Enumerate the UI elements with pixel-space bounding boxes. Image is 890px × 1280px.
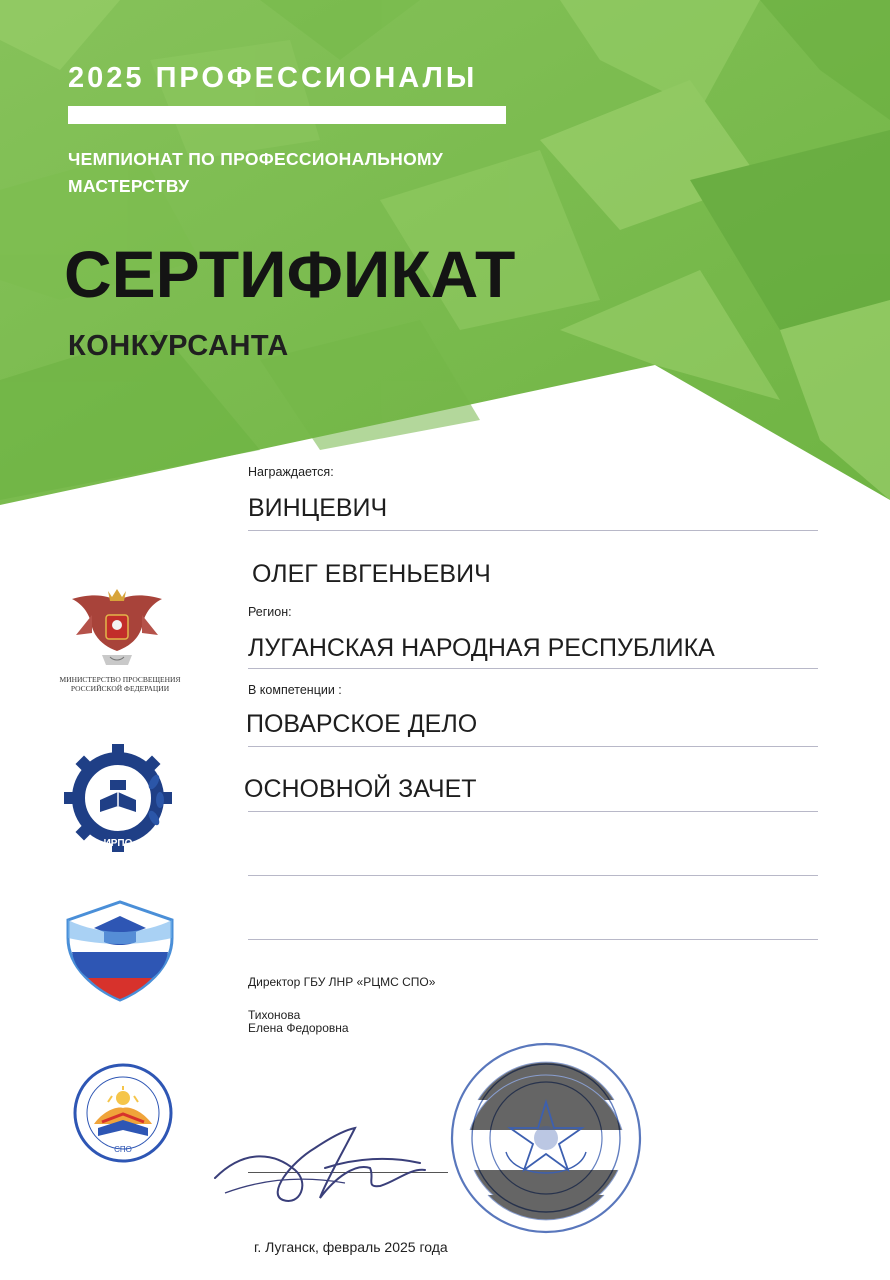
- signatory-surname: Тихонова: [248, 1008, 301, 1022]
- certificate-title: СЕРТИФИКАТ: [64, 237, 516, 311]
- place-and-date: г. Луганск, февраль 2025 года: [254, 1239, 448, 1255]
- field-underline: [248, 939, 818, 940]
- field-underline: [248, 530, 818, 531]
- awarded-label: Награждается:: [248, 465, 334, 479]
- signatory-name: Елена Федоровна: [248, 1021, 349, 1035]
- signatory-position: Директор ГБУ ЛНР «РЦМС СПО»: [248, 975, 436, 989]
- brand-title: 2025 ПРОФЕССИОНАЛЫ: [68, 62, 478, 94]
- region-value: ЛУГАНСКАЯ НАРОДНАЯ РЕСПУБЛИКА: [248, 634, 715, 662]
- field-underline: [248, 875, 818, 876]
- handwritten-signature: [205, 1108, 475, 1213]
- rcms-methodical-center-logo-icon: [72, 1062, 174, 1164]
- ministry-eagle-emblem-icon: [62, 585, 172, 673]
- field-underline: [248, 811, 818, 812]
- ministry-caption: МИНИСТЕРСТВО ПРОСВЕЩЕНИЯ РОССИЙСКОЙ ФЕДЕРАЦИИ: [59, 675, 181, 693]
- category-value: ОСНОВНОЙ ЗАЧЕТ: [244, 775, 477, 803]
- competency-label: В компетенции :: [248, 683, 342, 697]
- brand-underline-bar: [68, 106, 506, 124]
- irpo-gear-logo-icon: [62, 742, 174, 854]
- championship-title: ЧЕМПИОНАТ ПО ПРОФЕССИОНАЛЬНОМУ МАСТЕРСТВУ: [68, 149, 444, 196]
- field-underline: [248, 746, 818, 747]
- irpo-label: ИРПО: [103, 838, 133, 849]
- field-underline: [248, 668, 818, 669]
- competency-value: ПОВАРСКОЕ ДЕЛО: [246, 710, 478, 738]
- official-stamp: [448, 1040, 644, 1236]
- region-label: Регион:: [248, 605, 292, 619]
- given-names-value: ОЛЕГ ЕВГЕНЬЕВИЧ: [252, 560, 491, 588]
- education-shield-logo-icon: [64, 898, 176, 1004]
- surname-value: ВИНЦЕВИЧ: [248, 494, 388, 522]
- rcms-label: СПО: [114, 1145, 132, 1154]
- certificate-subtitle: КОНКУРСАНТА: [68, 330, 289, 362]
